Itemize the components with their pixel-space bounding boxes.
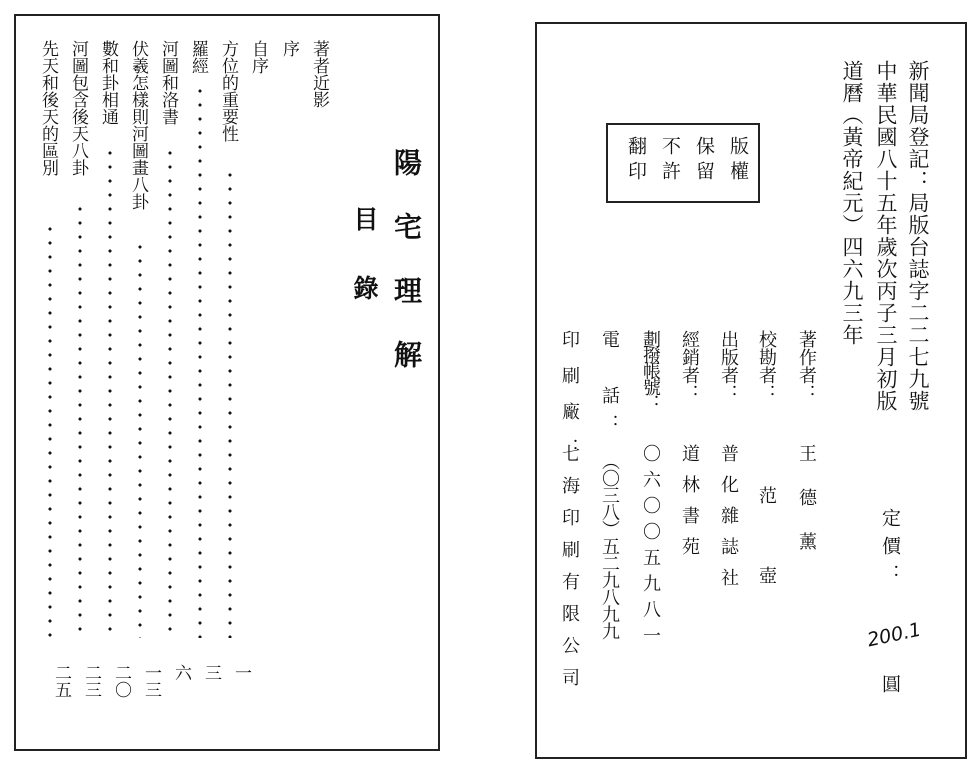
price-unit: 圓 [879,674,901,702]
toc-entry-title: 河圖和洛書 [158,40,178,125]
stamp-text: 不許 [659,136,681,186]
info-label: 劃撥帳號： [640,330,661,410]
info-value: 七海印刷有限公司 [559,444,580,700]
stamp-text: 翻印 [625,136,647,186]
toc-entry-title: 伏羲怎樣則河圖畫八卦 [128,40,148,210]
toc-page: 著者近影 序 自序 方位的重要性 一 羅經 三 河圖和洛書 六 伏羲怎樣則河圖畫八卦 一三 數和卦相通 二〇 河圖包含後天八卦 二三 先天和後天的區別 二五 陽宅理解 目錄 [14,14,440,751]
info-label: 印刷廠： [559,330,580,474]
info-value: 〇六〇〇五九八一 [640,444,661,652]
toc-heading: 目錄 [350,206,379,344]
colophon-page [535,22,967,759]
toc-entry-title: 先天和後天的區別 [38,40,58,176]
info-value: 道林書苑 [679,444,700,568]
first-edition-line: 中華民國八十五年歲次丙子三月初版 [874,60,898,412]
toc-leader-dots [106,146,114,638]
copyright-stamp [606,123,760,203]
calendar-year-line: 道曆（黃帝紀元）四六九三年 [840,60,864,346]
info-label: 電 話： [599,330,620,442]
toc-leader-dots [76,202,84,638]
info-label: 經銷者： [679,330,700,402]
info-label: 校勘者： [756,330,777,402]
toc-leader-dots [46,222,54,638]
toc-entry-title: 自序 [248,40,268,74]
registration-line: 新聞局登記：局版台誌字二二七九號 [906,60,930,412]
toc-leader-dots [166,146,174,638]
info-value: （〇三八）五二九八九九 [599,452,620,639]
price-label: 定價： [879,508,901,592]
toc-entry-title: 著者近影 [309,40,329,108]
toc-leader-dots [136,240,144,638]
info-value: 普化雜誌社 [718,444,739,599]
toc-entry-title: 序 [279,40,299,57]
toc-entry-title: 羅經 [188,40,208,74]
toc-entry-title: 方位的重要性 [218,40,238,142]
info-label: 著作者： [796,330,817,402]
stamp-text: 版權 [727,136,749,186]
info-label: 出版者： [718,330,739,402]
info-value: 王德薰 [796,444,817,576]
toc-entry-title: 數和卦相通 [98,40,118,125]
toc-leader-dots [226,168,234,638]
info-value: 范壺 [756,486,777,646]
stamp-text: 保留 [693,136,715,186]
book-title: 陽宅理解 [390,148,423,404]
toc-entry-title: 河圖包含後天八卦 [68,40,88,176]
handwritten-price: 200.1 [865,618,924,652]
toc-leader-dots [196,84,204,638]
